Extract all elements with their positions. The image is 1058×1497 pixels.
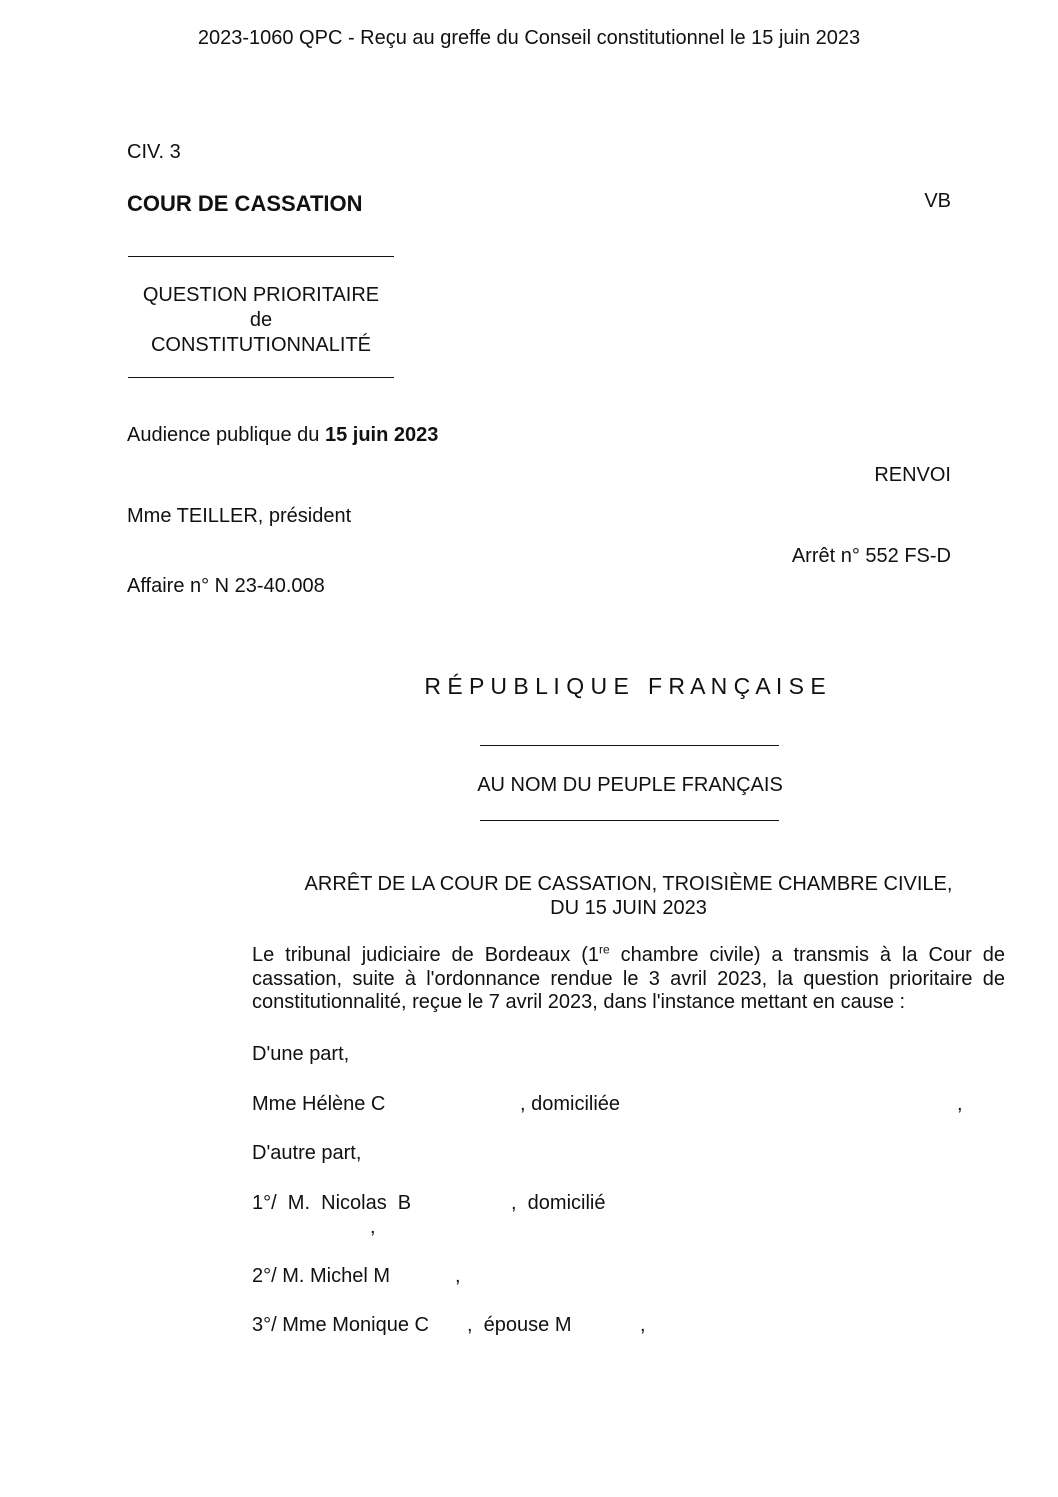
arret-number: Arrêt n° 552 FS-D [791,545,951,567]
chamber-label: CIV. 3 [127,141,181,163]
divider-bottom [128,377,394,378]
audience-date: 15 juin 2023 [324,424,439,446]
party-1-domicile: , domiciliée [520,1093,621,1115]
arret-title-line-2: DU 15 JUIN 2023 [550,897,707,919]
intro-paragraph [252,944,1005,1015]
qpc-line-2: de [249,309,273,331]
greffe-stamp: 2023-1060 QPC - Reçu au greffe du Conseil constitutionnel le 15 juin 2023 [197,27,861,49]
dautre-part: D'autre part, [252,1142,362,1164]
president-line: Mme TEILLER, président [127,505,352,527]
audience-line [127,424,438,447]
party-2-domicile: , domicilié [511,1192,606,1214]
intro-line-1b: chambre civile) a transmis à la Cour de [609,944,1005,966]
au-nom-du-peuple: AU NOM DU PEUPLE FRANÇAIS [477,774,783,796]
party-2-comma: , [370,1216,376,1238]
party-3-name: 2°/ M. Michel M [252,1265,391,1287]
decision-label: RENVOI [874,464,951,486]
party-1-comma: , [957,1093,963,1115]
dune-part: D'une part, [252,1043,350,1065]
intro-line-2: cassation, suite à l'ordonnance rendue le 3 avril 2023, la question prioritaire de [252,967,1005,990]
republic-divider-top [480,745,779,746]
initials: VB [924,190,951,212]
intro-line-1a: Le tribunal judiciaire de Bordeaux (1 [252,944,600,966]
party-1-name: Mme Hélène C [252,1093,386,1115]
intro-line-3: constitutionnalité, reçue le 7 avril 2023, dans l'instance mettant en cause : [252,991,906,1013]
qpc-line-3: CONSTITUTIONNALITÉ [150,334,371,356]
intro-line-1 [252,944,1005,968]
qpc-line-1: QUESTION PRIORITAIRE [142,284,380,306]
arret-title-line-1: ARRÊT DE LA COUR DE CASSATION, TROISIÈME CHAMBRE CIVILE, [304,873,953,895]
party-2-name: 1°/ M. Nicolas B [252,1192,412,1214]
republic-divider-bottom [480,820,779,821]
court-name: COUR DE CASSATION [127,191,363,216]
divider-top [128,256,394,257]
ordinal-sup: re [599,942,610,957]
party-4-name: 3°/ Mme Monique C [252,1314,429,1336]
audience-prefix: Audience publique du [127,424,325,446]
republique-title: R É P U B L I Q U E F R A N Ç A I S E [424,673,826,699]
affaire-number: Affaire n° N 23-40.008 [127,575,325,597]
party-3-comma: , [455,1265,461,1287]
party-4-comma: , [640,1314,646,1336]
party-4-epouse: , épouse M [467,1314,572,1336]
